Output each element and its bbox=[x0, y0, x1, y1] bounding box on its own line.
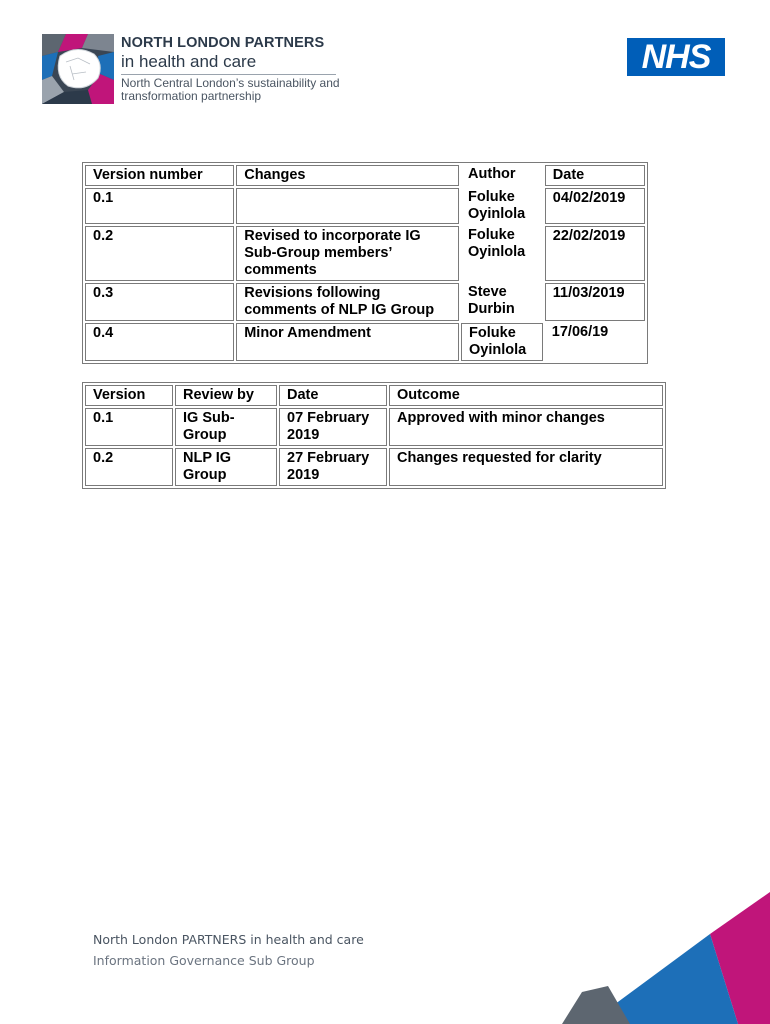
org-subtitle: in health and care bbox=[121, 52, 257, 71]
table-row bbox=[85, 448, 663, 486]
header-review-by: Review by bbox=[175, 385, 277, 406]
table-row bbox=[85, 283, 645, 321]
footer-group: Information Governance Sub Group bbox=[93, 953, 315, 968]
cell-author: Foluke Oyinlola bbox=[468, 189, 526, 222]
footer-org: North London PARTNERS in health and care bbox=[93, 932, 364, 947]
cell-changes bbox=[236, 188, 459, 224]
org-tagline: North Central London’s sustainability and transformation partnership bbox=[121, 76, 340, 103]
nhs-logo: NHS bbox=[627, 38, 725, 76]
cell-version: 0.2 bbox=[85, 448, 173, 486]
cell-date: 22/02/2019 bbox=[545, 226, 645, 281]
header-date: Date bbox=[545, 165, 645, 186]
header-changes: Changes bbox=[236, 165, 459, 186]
cell-version: 0.4 bbox=[85, 323, 234, 361]
header-author: Author bbox=[468, 166, 516, 182]
cell-date: 27 February 2019 bbox=[279, 448, 387, 486]
cell-author: Foluke Oyinlola bbox=[461, 323, 543, 361]
cell-date: 04/02/2019 bbox=[545, 188, 645, 224]
table-row bbox=[85, 323, 645, 361]
cell-outcome: Approved with minor changes bbox=[389, 408, 663, 446]
cell-version: 0.3 bbox=[85, 283, 234, 321]
cell-outcome: Changes requested for clarity bbox=[389, 448, 663, 486]
cell-author: Steve Durbin bbox=[468, 284, 515, 317]
cell-author: Foluke Oyinlola bbox=[468, 227, 526, 260]
cell-version: 0.1 bbox=[85, 408, 173, 446]
header-outcome: Outcome bbox=[389, 385, 663, 406]
partners-map-logo-icon bbox=[42, 34, 114, 104]
header-version: Version bbox=[85, 385, 173, 406]
logo-divider bbox=[121, 74, 336, 75]
table-row bbox=[85, 226, 645, 281]
table-header-row bbox=[85, 385, 663, 406]
table-row bbox=[85, 408, 663, 446]
cell-reviewer: NLP IG Group bbox=[175, 448, 277, 486]
org-title: NORTH LONDON PARTNERS bbox=[121, 35, 325, 51]
cell-version: 0.1 bbox=[85, 188, 234, 224]
cell-changes: Revisions following comments of NLP IG Group bbox=[236, 283, 459, 321]
version-history-table bbox=[82, 162, 648, 364]
table-row bbox=[85, 188, 645, 224]
cell-version: 0.2 bbox=[85, 226, 234, 281]
cell-changes: Revised to incorporate IG Sub-Group members’ comments bbox=[236, 226, 459, 281]
cell-reviewer: IG Sub-Group bbox=[175, 408, 277, 446]
header-date: Date bbox=[279, 385, 387, 406]
cell-changes: Minor Amendment bbox=[236, 323, 459, 361]
cell-date: 17/06/19 bbox=[551, 324, 609, 340]
cell-date: 07 February 2019 bbox=[279, 408, 387, 446]
corner-decoration-icon bbox=[560, 890, 770, 1024]
header-version-number: Version number bbox=[85, 165, 234, 186]
page-footer bbox=[93, 932, 364, 968]
cell-date: 11/03/2019 bbox=[545, 283, 645, 321]
review-history-table bbox=[82, 382, 666, 489]
table-header-row bbox=[85, 165, 645, 186]
